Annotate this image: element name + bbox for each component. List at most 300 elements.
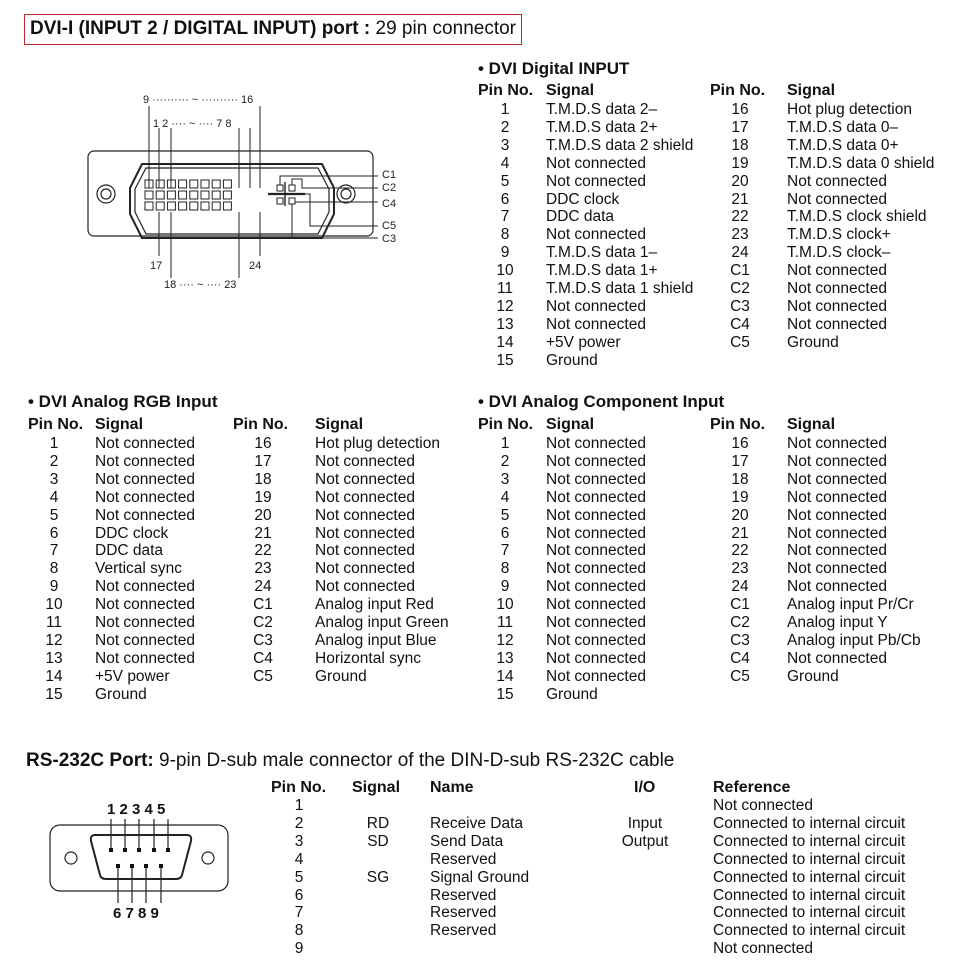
rs232-pin: 9 bbox=[294, 940, 304, 958]
pin-signal: Hot plug detection bbox=[315, 435, 440, 452]
pin-number: 21 bbox=[731, 190, 749, 208]
component-col-signal-right: Signal bbox=[787, 416, 836, 433]
pin-number: C3 bbox=[253, 631, 273, 649]
pin-signal: Not connected bbox=[546, 614, 646, 632]
pin-signal: T.M.D.S data 2+ bbox=[546, 118, 658, 136]
table-row bbox=[478, 226, 693, 244]
pin-number: 23 bbox=[731, 560, 749, 578]
dvi-pin bbox=[212, 202, 220, 210]
pin-signal: DDC data bbox=[95, 542, 164, 560]
pin-signal: Not connected bbox=[787, 524, 887, 542]
table-row bbox=[28, 614, 195, 632]
rs232-name: Receive Data bbox=[430, 814, 524, 832]
pin-signal: Not connected bbox=[787, 172, 887, 190]
dvi-shell-inner bbox=[135, 168, 329, 234]
table-row bbox=[233, 596, 449, 614]
rs232-pin: 7 bbox=[294, 904, 304, 922]
pin-number: 12 bbox=[496, 631, 514, 649]
pin-number: 17 bbox=[731, 452, 749, 470]
dvi-pin bbox=[212, 191, 220, 199]
table-row bbox=[710, 226, 934, 244]
pin-signal: T.M.D.S data 2 shield bbox=[546, 136, 694, 154]
pin-number: 14 bbox=[496, 667, 514, 685]
table-row bbox=[28, 471, 195, 489]
pin-signal: Not connected bbox=[787, 262, 887, 280]
pin-number: C2 bbox=[730, 614, 750, 632]
table-row bbox=[710, 191, 934, 209]
rs232-col-name: Name bbox=[430, 779, 474, 796]
pin-signal: Not connected bbox=[95, 578, 195, 596]
rs232-ref: Connected to internal circuit bbox=[713, 850, 906, 868]
pin-number: C4 bbox=[730, 649, 750, 667]
pin-signal: T.M.D.S data 1 shield bbox=[546, 280, 694, 298]
pin-number: 17 bbox=[254, 452, 272, 470]
rs232-title bbox=[26, 750, 674, 772]
table-row bbox=[233, 435, 449, 453]
table-row bbox=[710, 101, 934, 119]
table-row bbox=[233, 632, 449, 650]
table-row bbox=[710, 632, 921, 650]
dvi-pin bbox=[179, 191, 187, 199]
rs232-name: Reserved bbox=[430, 850, 497, 868]
pin-number: 17 bbox=[731, 118, 749, 136]
pin-number: C2 bbox=[253, 614, 273, 632]
digital-col-signal-right: Signal bbox=[787, 82, 836, 99]
pin-signal: Not connected bbox=[787, 470, 887, 488]
dvi-pin bbox=[223, 202, 231, 210]
digital-col-pin-left: Pin No. bbox=[478, 82, 534, 99]
table-row bbox=[233, 525, 449, 543]
table-row bbox=[478, 280, 693, 298]
table-row bbox=[710, 119, 934, 137]
table-row bbox=[478, 298, 693, 316]
pin-signal: Not connected bbox=[546, 578, 646, 596]
pin-number: 16 bbox=[731, 435, 749, 452]
pin-number: C1 bbox=[253, 596, 273, 614]
table-row bbox=[233, 650, 449, 668]
pin-number: C4 bbox=[730, 315, 750, 333]
rs232-col-signal: Signal bbox=[352, 779, 401, 796]
pin-number: 1 bbox=[49, 435, 59, 452]
table-row bbox=[28, 668, 195, 686]
table-row bbox=[478, 525, 646, 543]
label-c2: C2 bbox=[382, 182, 397, 194]
pin-signal: Not connected bbox=[546, 649, 646, 667]
pin-signal: Analog input Red bbox=[315, 596, 434, 614]
pin-signal: T.M.D.S data 1– bbox=[546, 244, 658, 262]
table-row bbox=[710, 668, 921, 686]
pin-number: 1 bbox=[500, 435, 510, 452]
rgb-table-left bbox=[28, 435, 195, 704]
table-row bbox=[28, 650, 195, 668]
rs232-name: Reserved bbox=[430, 886, 497, 904]
dvi-pin bbox=[156, 180, 164, 188]
digital-col-pin-right: Pin No. bbox=[710, 82, 766, 99]
table-row bbox=[28, 686, 195, 704]
table-row bbox=[28, 596, 195, 614]
pin-signal: Not connected bbox=[546, 297, 646, 315]
rs232-ref: Not connected bbox=[713, 940, 813, 958]
table-row bbox=[478, 101, 693, 119]
table-row bbox=[478, 173, 693, 191]
table-row bbox=[478, 155, 693, 173]
dvi-shell bbox=[130, 164, 334, 238]
pin-signal: Not connected bbox=[315, 524, 415, 542]
table-row bbox=[478, 471, 646, 489]
rgb-col-signal-left: Signal bbox=[95, 416, 144, 433]
pin-number: 24 bbox=[731, 578, 749, 596]
table-row bbox=[710, 471, 921, 489]
rs232-title-bold: RS-232C Port: bbox=[26, 750, 154, 771]
table-row bbox=[710, 173, 934, 191]
pin-number: 14 bbox=[496, 333, 514, 351]
pin-signal: T.M.D.S data 2– bbox=[546, 101, 658, 118]
rs232-ref: Connected to internal circuit bbox=[713, 922, 906, 940]
pin-signal: Not connected bbox=[95, 435, 195, 452]
rs232-ref: Connected to internal circuit bbox=[713, 868, 906, 886]
rs232-ref: Connected to internal circuit bbox=[713, 814, 906, 832]
pin-number: 8 bbox=[500, 560, 510, 578]
pin-signal: T.M.D.S clock shield bbox=[787, 208, 927, 226]
pin-signal: Not connected bbox=[787, 315, 887, 333]
pin-signal: Not connected bbox=[95, 452, 195, 470]
pin-number: 14 bbox=[45, 667, 63, 685]
pin-signal: Analog input Pr/Cr bbox=[787, 596, 914, 614]
pin-signal: Not connected bbox=[787, 560, 887, 578]
label-c4: C4 bbox=[382, 198, 397, 210]
rs232-pin: 5 bbox=[294, 868, 304, 886]
pin-signal: Not connected bbox=[546, 631, 646, 649]
label-18-23: 18 ···· ~ ···· 23 bbox=[164, 279, 237, 291]
dvi-pin bbox=[156, 202, 164, 210]
table-row bbox=[233, 542, 449, 560]
dvi-pin bbox=[201, 180, 209, 188]
rs232-name: Reserved bbox=[430, 904, 497, 922]
table-row bbox=[710, 155, 934, 173]
table-row bbox=[28, 632, 195, 650]
pin-signal: Not connected bbox=[787, 488, 887, 506]
pin-number: 18 bbox=[731, 136, 749, 154]
component-col-pin-right: Pin No. bbox=[710, 416, 766, 433]
pin-number: C5 bbox=[253, 667, 273, 685]
table-row bbox=[710, 435, 921, 453]
pin-number: 10 bbox=[45, 596, 63, 614]
pin-number: 9 bbox=[500, 244, 510, 262]
pin-number: 15 bbox=[496, 685, 514, 703]
pin-number: 10 bbox=[496, 596, 514, 614]
table-row bbox=[478, 668, 646, 686]
pin-number: 16 bbox=[254, 435, 272, 452]
rs232-name: Reserved bbox=[430, 922, 497, 940]
table-row bbox=[710, 578, 921, 596]
pin-signal: Not connected bbox=[787, 435, 887, 452]
label-c1: C1 bbox=[382, 169, 397, 181]
table-row bbox=[478, 262, 693, 280]
rs232-name: Signal Ground bbox=[430, 868, 530, 886]
label-17: 17 bbox=[150, 260, 163, 272]
dvi-pin bbox=[179, 202, 187, 210]
pin-signal: Analog input Green bbox=[315, 614, 449, 632]
pin-number: 7 bbox=[500, 542, 510, 560]
table-row bbox=[28, 542, 195, 560]
rs232-title-normal: 9-pin D-sub male connector of the DIN-D-sub RS-232C cable bbox=[159, 750, 675, 771]
table-row bbox=[233, 507, 449, 525]
dvi-pin-grid bbox=[145, 180, 231, 210]
pin-number: C4 bbox=[253, 649, 273, 667]
rgb-col-pin-left: Pin No. bbox=[28, 416, 84, 433]
table-row bbox=[478, 686, 646, 704]
table-row bbox=[233, 578, 449, 596]
table-row bbox=[478, 489, 646, 507]
dvi-pin bbox=[145, 191, 153, 199]
pin-number: 19 bbox=[731, 488, 749, 506]
component-col-signal-left: Signal bbox=[546, 416, 595, 433]
pin-signal: Not connected bbox=[315, 470, 415, 488]
table-row bbox=[710, 316, 934, 334]
pin-number: 12 bbox=[45, 631, 63, 649]
pin-signal: Not connected bbox=[546, 172, 646, 190]
pin-signal: T.M.D.S clock+ bbox=[787, 226, 891, 244]
pin-signal: Not connected bbox=[95, 488, 195, 506]
label-c5: C5 bbox=[382, 220, 397, 232]
pin-number: 2 bbox=[500, 452, 510, 470]
pin-number: 22 bbox=[731, 542, 749, 560]
pin-signal: Not connected bbox=[546, 506, 646, 524]
dvi-pin bbox=[179, 180, 187, 188]
pin-number: 7 bbox=[500, 208, 510, 226]
rs232-pin: 3 bbox=[294, 832, 304, 850]
rs232-ref: Connected to internal circuit bbox=[713, 904, 906, 922]
pin-signal: Ground bbox=[546, 685, 598, 703]
pin-signal: Not connected bbox=[546, 542, 646, 560]
pin-signal: Not connected bbox=[546, 226, 646, 244]
pin-number: 7 bbox=[49, 542, 59, 560]
component-col-pin-left: Pin No. bbox=[478, 416, 534, 433]
table-row bbox=[28, 560, 195, 578]
rs232-top-labels: 1 2 3 4 5 bbox=[107, 801, 166, 818]
table-row bbox=[478, 632, 646, 650]
table-row bbox=[233, 560, 449, 578]
table-row bbox=[710, 596, 921, 614]
dvi-pin bbox=[212, 180, 220, 188]
label-24: 24 bbox=[249, 260, 262, 272]
pin-number: C3 bbox=[730, 631, 750, 649]
pin-number: 8 bbox=[500, 226, 510, 244]
pin-c4 bbox=[277, 198, 283, 204]
pin-number: 24 bbox=[254, 578, 272, 596]
table-row bbox=[478, 352, 693, 370]
table-row bbox=[28, 525, 195, 543]
rs232-signal: SD bbox=[367, 832, 389, 850]
pin-number: 19 bbox=[254, 488, 272, 506]
digital-col-signal-left: Signal bbox=[546, 82, 595, 99]
pin-number: C3 bbox=[730, 297, 750, 315]
pin-number: 18 bbox=[731, 470, 749, 488]
pin-c2 bbox=[289, 185, 295, 191]
rs232-signal: SG bbox=[366, 868, 390, 886]
pin-signal: Not connected bbox=[546, 524, 646, 542]
table-row bbox=[710, 244, 934, 262]
table-row bbox=[478, 507, 646, 525]
component-heading: • DVI Analog Component Input bbox=[478, 392, 725, 411]
pin-number: 3 bbox=[500, 470, 510, 488]
pin-signal: Not connected bbox=[546, 560, 646, 578]
rs232-pin: 6 bbox=[294, 886, 304, 904]
table-row bbox=[478, 208, 693, 226]
pin-number: 9 bbox=[49, 578, 59, 596]
pin-signal: Not connected bbox=[787, 452, 887, 470]
table-row bbox=[478, 244, 693, 262]
pin-number: 15 bbox=[496, 351, 514, 369]
pin-number: C1 bbox=[730, 596, 750, 614]
pin-signal: Not connected bbox=[95, 470, 195, 488]
pin-signal: Not connected bbox=[546, 667, 646, 685]
pin-signal: DDC data bbox=[546, 208, 615, 226]
pin-signal: T.M.D.S data 0 shield bbox=[787, 154, 935, 172]
pin-number: C1 bbox=[730, 262, 750, 280]
pin-c3 bbox=[289, 198, 295, 204]
pin-number: 4 bbox=[49, 488, 59, 506]
rs232-ref: Connected to internal circuit bbox=[713, 886, 906, 904]
rs232-col-pin: Pin No. bbox=[271, 779, 327, 796]
pin-number: 3 bbox=[49, 470, 59, 488]
table-row bbox=[710, 542, 921, 560]
table-row bbox=[710, 334, 934, 352]
rgb-heading: • DVI Analog RGB Input bbox=[28, 392, 218, 411]
page-title bbox=[24, 14, 522, 45]
pin-signal: Not connected bbox=[315, 506, 415, 524]
pin-signal: DDC clock bbox=[95, 524, 169, 542]
rs232-pin: 1 bbox=[294, 797, 304, 814]
rs232-bottom-labels: 6 7 8 9 bbox=[113, 905, 159, 922]
pin-number: 12 bbox=[496, 297, 514, 315]
table-row bbox=[478, 650, 646, 668]
pin-signal: T.M.D.S clock– bbox=[787, 244, 891, 262]
pin-number: 9 bbox=[500, 578, 510, 596]
pin-number: 3 bbox=[500, 136, 510, 154]
pin-signal: Not connected bbox=[315, 578, 415, 596]
rs232-table bbox=[0, 778, 960, 968]
pin-signal: Ground bbox=[315, 667, 367, 685]
table-row bbox=[478, 596, 646, 614]
rgb-table-right bbox=[233, 435, 449, 686]
pin-signal: Not connected bbox=[95, 631, 195, 649]
pin-number: 13 bbox=[45, 649, 63, 667]
pin-signal: Not connected bbox=[787, 297, 887, 315]
pin-signal: Not connected bbox=[95, 614, 195, 632]
dvi-pin bbox=[190, 191, 198, 199]
label-1-8: 1 2 ···· ~ ···· 7 8 bbox=[153, 118, 232, 130]
rs232-signal: RD bbox=[366, 814, 390, 832]
pin-number: 6 bbox=[49, 524, 59, 542]
pin-signal: Not connected bbox=[787, 280, 887, 298]
pin-number: 23 bbox=[731, 226, 749, 244]
dvi-pin bbox=[201, 191, 209, 199]
title-normal: 29 pin connector bbox=[375, 18, 517, 39]
pin-number: 13 bbox=[496, 315, 514, 333]
digital-table-left bbox=[478, 101, 693, 370]
table-row bbox=[478, 435, 646, 453]
rgb-col-pin-right: Pin No. bbox=[233, 416, 289, 433]
pin-signal: Vertical sync bbox=[95, 560, 183, 578]
pin-signal: +5V power bbox=[95, 667, 170, 685]
pin-signal: Ground bbox=[787, 333, 839, 351]
dvi-connector-diagram bbox=[80, 88, 410, 298]
table-row bbox=[478, 316, 693, 334]
pin-signal: Hot plug detection bbox=[787, 101, 912, 118]
pin-number: 4 bbox=[500, 154, 510, 172]
pin-signal: Not connected bbox=[95, 649, 195, 667]
pin-number: 1 bbox=[500, 101, 510, 118]
table-row bbox=[233, 453, 449, 471]
pin-number: 15 bbox=[45, 685, 63, 703]
title-bold: DVI-I (INPUT 2 / DIGITAL INPUT) port : bbox=[30, 18, 371, 39]
pin-signal: DDC clock bbox=[546, 190, 620, 208]
component-table-left bbox=[478, 435, 646, 704]
pin-number: 19 bbox=[731, 154, 749, 172]
table-row bbox=[233, 614, 449, 632]
pin-number: 5 bbox=[500, 172, 510, 190]
pin-number: 6 bbox=[500, 190, 510, 208]
pin-number: 20 bbox=[731, 506, 749, 524]
table-row bbox=[478, 560, 646, 578]
table-row bbox=[478, 119, 693, 137]
pin-signal: Not connected bbox=[787, 578, 887, 596]
rs232-ref: Connected to internal circuit bbox=[713, 832, 906, 850]
rs232-col-io: I/O bbox=[634, 779, 656, 796]
pin-number: 6 bbox=[500, 524, 510, 542]
table-row bbox=[478, 334, 693, 352]
pin-signal: Analog input Pb/Cb bbox=[787, 631, 921, 649]
pin-signal: Not connected bbox=[787, 542, 887, 560]
pin-number: 22 bbox=[731, 208, 749, 226]
pin-signal: T.M.D.S data 0– bbox=[787, 118, 899, 136]
rs232-pin: 4 bbox=[294, 850, 304, 868]
pin-signal: Not connected bbox=[546, 154, 646, 172]
dvi-pin bbox=[167, 202, 175, 210]
dvi-pin bbox=[167, 191, 175, 199]
table-row bbox=[478, 578, 646, 596]
pin-signal: Not connected bbox=[95, 596, 195, 614]
pin-number: 20 bbox=[731, 172, 749, 190]
table-row bbox=[478, 542, 646, 560]
pin-signal: Analog input Blue bbox=[315, 631, 437, 649]
pin-number: 20 bbox=[254, 506, 272, 524]
pin-signal: Not connected bbox=[546, 435, 646, 452]
pin-signal: +5V power bbox=[546, 333, 621, 351]
pin-signal: Not connected bbox=[787, 190, 887, 208]
pin-number: 11 bbox=[45, 614, 63, 632]
table-row bbox=[233, 489, 449, 507]
rs232-col-ref: Reference bbox=[713, 779, 791, 796]
pin-signal: Not connected bbox=[787, 506, 887, 524]
table-row bbox=[478, 137, 693, 155]
pin-signal: Not connected bbox=[315, 542, 415, 560]
table-row bbox=[710, 208, 934, 226]
pin-number: C5 bbox=[730, 333, 750, 351]
pin-number: 4 bbox=[500, 488, 510, 506]
table-row bbox=[233, 668, 449, 686]
pin-signal: Not connected bbox=[95, 506, 195, 524]
dvi-pin bbox=[201, 202, 209, 210]
dvi-pin bbox=[156, 191, 164, 199]
pin-signal: Not connected bbox=[546, 470, 646, 488]
pin-signal: T.M.D.S data 1+ bbox=[546, 262, 658, 280]
digital-heading: • DVI Digital INPUT bbox=[478, 59, 630, 78]
pin-number: 23 bbox=[254, 560, 272, 578]
pin-signal: Ground bbox=[546, 351, 598, 369]
pin-signal: Horizontal sync bbox=[315, 649, 421, 667]
